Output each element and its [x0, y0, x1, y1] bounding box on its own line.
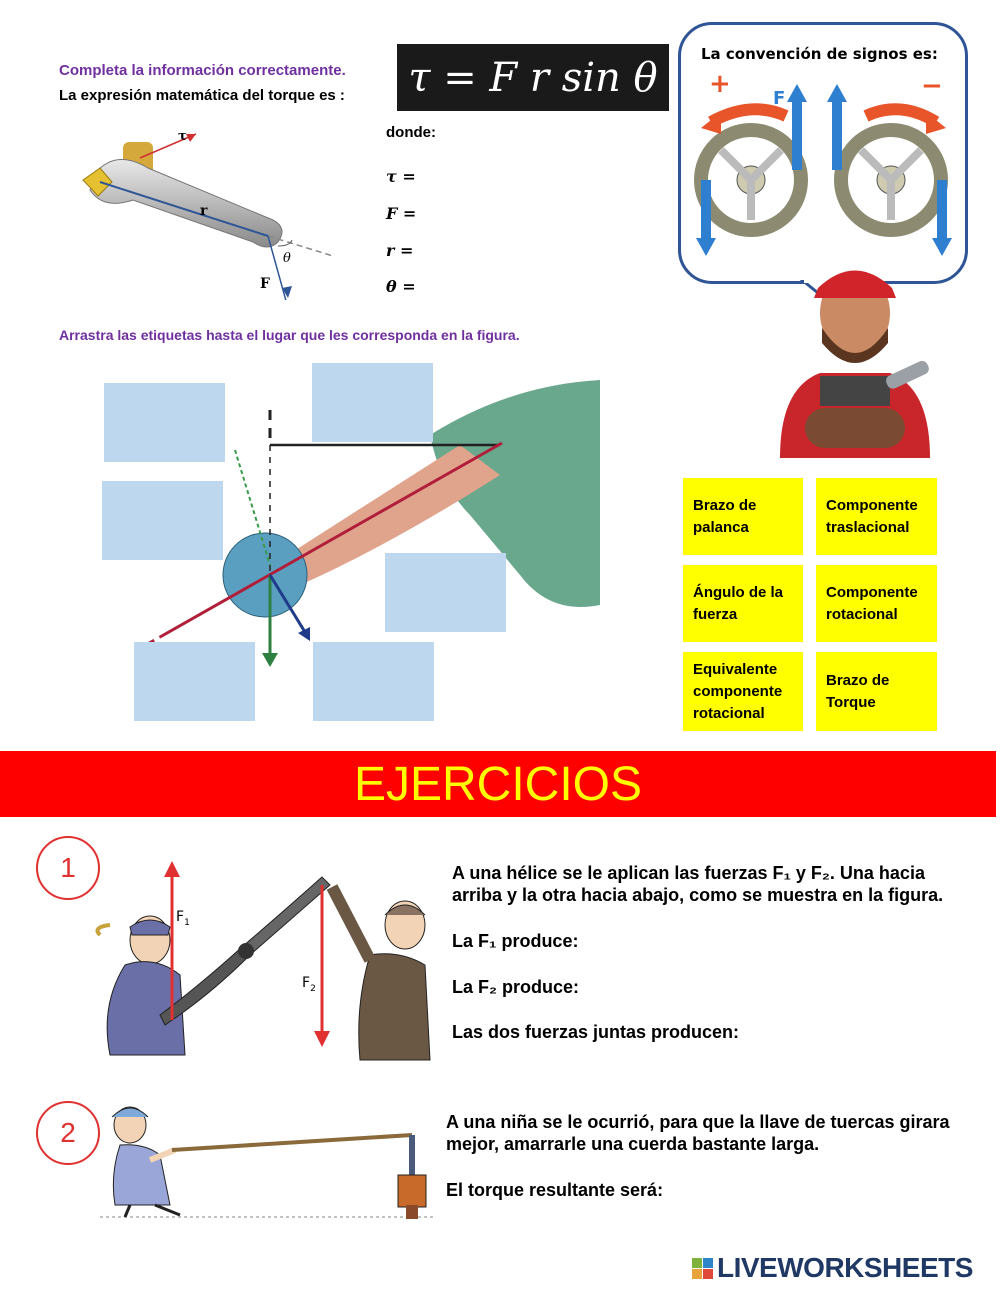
label-tile[interactable] — [816, 478, 937, 555]
drag-instruction: Arrastra las etiquetas hasta el lugar que les corresponda en la figura. — [59, 327, 520, 343]
tau-label: τ — [178, 129, 187, 144]
wrench-shape — [90, 159, 282, 247]
exercises-banner — [0, 751, 996, 817]
def-symbol: θ — [386, 277, 397, 296]
label-tile[interactable] — [683, 478, 803, 555]
formula-text: τ = F r sin θ — [408, 54, 658, 101]
definition-f — [386, 204, 416, 223]
exercise-2-question-1: El torque resultante será: — [446, 1180, 664, 1200]
force-label: F — [773, 88, 786, 109]
bolt-post — [398, 1175, 426, 1207]
drop-zone-2[interactable] — [312, 363, 433, 442]
drop-zone-1[interactable] — [104, 383, 225, 462]
where-label: donde: — [386, 124, 436, 141]
torque-formula — [397, 44, 669, 111]
crossed-arms — [805, 408, 905, 448]
def-symbol: F — [386, 204, 398, 223]
def-equals: = — [396, 277, 416, 296]
wrench-illustration — [78, 120, 338, 300]
rope-wrench-illustration — [100, 1105, 435, 1227]
person-right — [332, 887, 430, 1060]
r-label: r — [200, 203, 208, 219]
mechanic-illustration — [770, 258, 940, 458]
def-symbol: τ — [386, 167, 397, 186]
overalls-bib — [820, 376, 890, 406]
sign-convention-title: La convención de signos es: — [701, 45, 938, 63]
steering-wheel-left — [696, 84, 807, 256]
definition-r — [386, 241, 413, 260]
def-equals: = — [397, 204, 417, 223]
label-text: Brazo de Torque — [826, 671, 890, 711]
exercise-1-intro: A una hélice se le aplican las fuerzas F₁ y F₂. Una hacia arriba y la otra hacia abajo, como se muestra en la figura. — [452, 863, 944, 905]
logo-text: LIVEWORKSHEETS — [717, 1252, 973, 1283]
steering-wheel-right — [827, 84, 952, 256]
theta-label: θ — [283, 251, 291, 266]
label-text: Brazo de palanca — [693, 496, 757, 536]
number-text: 2 — [60, 1117, 76, 1148]
mechanic-cap — [814, 271, 896, 299]
banner-title: EJERCICIOS — [353, 757, 643, 811]
liveworksheets-logo — [692, 1252, 973, 1284]
number-text: 1 — [60, 852, 76, 883]
plus-sign: + — [709, 70, 731, 99]
f-label: F — [260, 276, 270, 292]
f2-label: $F_2$ — [302, 975, 316, 994]
label-text: Equivalente componente rotacional — [693, 660, 783, 722]
expression-label: La expresión matemática del torque es : — [59, 87, 345, 104]
wrench-figure — [78, 120, 338, 300]
sign-convention-bubble — [678, 22, 968, 284]
drop-zone-6[interactable] — [313, 642, 434, 721]
drop-zone-5[interactable] — [134, 642, 255, 721]
logo-icon — [692, 1258, 713, 1279]
instruction-text: Completa la información correctamente. — [59, 62, 346, 79]
definition-theta — [386, 277, 416, 296]
def-symbol: r — [386, 241, 395, 260]
exercise-1-question-1: La F₁ produce: — [452, 931, 579, 951]
theta-arc — [278, 240, 292, 246]
label-text: Componente traslacional — [826, 496, 918, 536]
label-tile[interactable] — [816, 565, 937, 642]
label-text: Ángulo de la fuerza — [693, 583, 783, 623]
def-equals: = — [394, 241, 414, 260]
rope — [172, 1135, 412, 1150]
girl — [112, 1107, 180, 1217]
label-text: Componente rotacional — [826, 583, 918, 623]
f1-label: $F_1$ — [176, 909, 190, 928]
dashed-line — [268, 236, 333, 256]
exercise-1-question-2: La F₂ produce: — [452, 977, 580, 997]
drop-zone-4[interactable] — [385, 553, 506, 632]
label-tile[interactable] — [683, 565, 803, 642]
label-tile[interactable] — [683, 652, 803, 731]
exercise-2-intro: A una niña se le ocurrió, para que la llave de tuercas girara mejor, amarrarle una cuerda bastante larga. — [446, 1112, 950, 1154]
exercise-number-2 — [36, 1101, 100, 1165]
definition-tau — [386, 167, 416, 186]
steering-wheels-illustration — [691, 70, 961, 275]
label-tile[interactable] — [816, 652, 937, 731]
propeller — [160, 877, 330, 1025]
minus-sign: − — [921, 71, 943, 101]
propeller-illustration — [70, 855, 440, 1070]
exercise-1-question-3: Las dos fuerzas juntas producen: — [452, 1022, 740, 1042]
def-equals: = — [396, 167, 416, 186]
drop-zone-3[interactable] — [102, 481, 223, 560]
